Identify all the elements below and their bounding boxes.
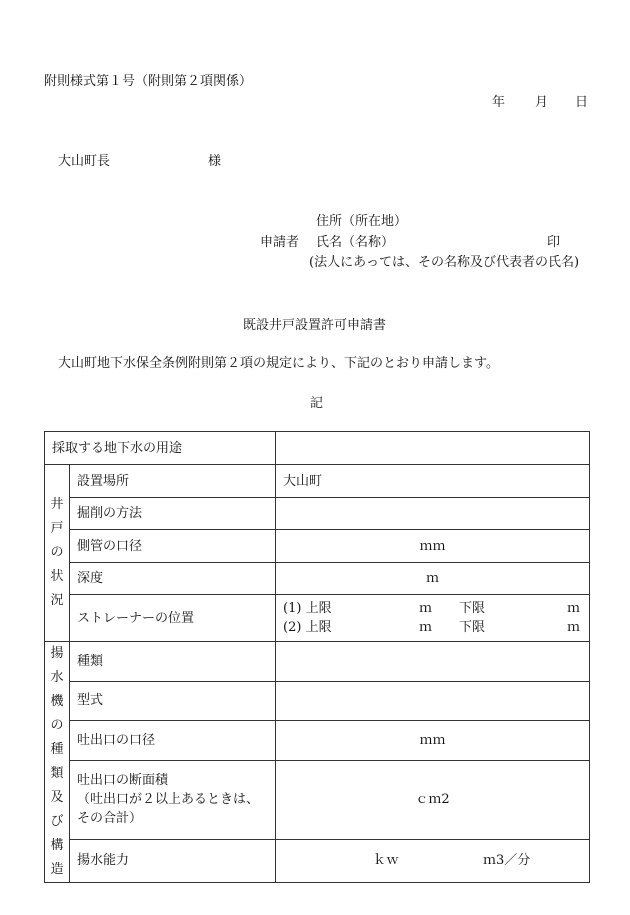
strainer-unit: ｍ bbox=[567, 620, 581, 635]
table-row bbox=[45, 642, 590, 682]
pump-char: 類 bbox=[50, 766, 64, 781]
capacity-unit-flow: ｍ3／分 bbox=[483, 853, 531, 869]
date-month: 月 bbox=[535, 95, 549, 110]
addressee-name: 大山町長 bbox=[58, 154, 111, 169]
strainer-unit: ｍ bbox=[419, 620, 433, 635]
strainer-lower: 下限 bbox=[459, 620, 486, 635]
well-char: 状 bbox=[50, 569, 64, 584]
date-day: 日 bbox=[575, 95, 589, 110]
outlet-area-unit: ｃｍ2 bbox=[276, 760, 590, 839]
application-table bbox=[44, 431, 590, 883]
ki-label: 記 bbox=[310, 396, 324, 411]
outlet-area-label-line: その合計） bbox=[77, 811, 143, 827]
pump-model-value bbox=[276, 681, 590, 721]
applicant-name-label: 氏名（名称） bbox=[316, 235, 395, 250]
strainer-row bbox=[283, 618, 582, 637]
pump-section-header bbox=[45, 642, 70, 883]
strainer-label: ストレーナーの位置 bbox=[70, 595, 276, 642]
seal-mark: 印 bbox=[547, 235, 561, 250]
table-row bbox=[45, 432, 590, 465]
capacity-label: 揚水能力 bbox=[70, 839, 276, 882]
depth-label: 深度 bbox=[70, 563, 276, 595]
strainer-upper: (2) 上限 bbox=[283, 620, 332, 635]
pump-char: び bbox=[50, 814, 64, 829]
well-char: 戸 bbox=[50, 521, 64, 536]
document-title: 既設井戸設置許可申請書 bbox=[243, 318, 387, 333]
casing-unit: ｍｍ bbox=[276, 530, 590, 563]
well-char: 井 bbox=[50, 497, 64, 512]
applicant-role-label: 申請者 bbox=[260, 235, 300, 250]
capacity-value bbox=[276, 839, 590, 882]
outlet-area-label-line: 吐出口の断面積 bbox=[77, 773, 169, 789]
drilling-value bbox=[276, 498, 590, 530]
pump-char: 及 bbox=[50, 790, 64, 805]
casing-label: 側管の口径 bbox=[70, 530, 276, 563]
pump-char: 揚 bbox=[50, 646, 64, 661]
pump-char: 種 bbox=[50, 742, 64, 757]
well-char: の bbox=[50, 545, 64, 560]
well-section-header bbox=[45, 465, 70, 642]
applicant-note: (法人にあっては、その名称及び代表者の氏名) bbox=[309, 255, 580, 270]
strainer-unit: ｍ bbox=[419, 601, 433, 616]
table-row bbox=[45, 721, 590, 761]
pump-type-value bbox=[276, 642, 590, 682]
table-row bbox=[45, 530, 590, 563]
form-number: 附則様式第１号（附則第２項関係） bbox=[44, 74, 253, 89]
capacity-unit-kw: ｋｗ bbox=[373, 853, 400, 869]
pump-char: 造 bbox=[50, 862, 64, 877]
usage-label: 採取する地下水の用途 bbox=[45, 432, 276, 465]
strainer-unit: ｍ bbox=[567, 601, 581, 616]
table-row bbox=[45, 498, 590, 530]
table-row bbox=[45, 839, 590, 882]
pump-model-label: 型式 bbox=[70, 681, 276, 721]
table-row bbox=[45, 681, 590, 721]
outlet-area-label-line: （吐出口が２以上あるときは、 bbox=[77, 792, 260, 808]
location-value: 大山町 bbox=[276, 465, 590, 498]
table-row bbox=[45, 760, 590, 839]
pump-char: 水 bbox=[50, 670, 64, 685]
table-row bbox=[45, 563, 590, 595]
pump-char: の bbox=[50, 718, 64, 733]
outlet-unit: ｍｍ bbox=[276, 721, 590, 761]
usage-value bbox=[276, 432, 590, 465]
strainer-row bbox=[283, 599, 582, 618]
outlet-area-label bbox=[70, 760, 276, 839]
strainer-value bbox=[276, 595, 590, 642]
body-text: 大山町地下水保全条例附則第２項の規定により、下記のとおり申請します。 bbox=[58, 356, 499, 371]
strainer-upper: (1) 上限 bbox=[283, 601, 332, 616]
applicant-address-label: 住所（所在地） bbox=[316, 214, 408, 229]
pump-char: 構 bbox=[50, 838, 64, 853]
depth-unit: ｍ bbox=[276, 563, 590, 595]
date-year: 年 bbox=[492, 95, 506, 110]
outlet-label: 吐出口の口径 bbox=[70, 721, 276, 761]
location-label: 設置場所 bbox=[70, 465, 276, 498]
well-char: 況 bbox=[50, 593, 64, 608]
pump-type-label: 種類 bbox=[70, 642, 276, 682]
table-row bbox=[45, 465, 590, 498]
table-row bbox=[45, 595, 590, 642]
drilling-label: 掘削の方法 bbox=[70, 498, 276, 530]
pump-char: 機 bbox=[50, 694, 64, 709]
addressee-honorific: 様 bbox=[208, 154, 222, 169]
strainer-lower: 下限 bbox=[459, 601, 486, 616]
